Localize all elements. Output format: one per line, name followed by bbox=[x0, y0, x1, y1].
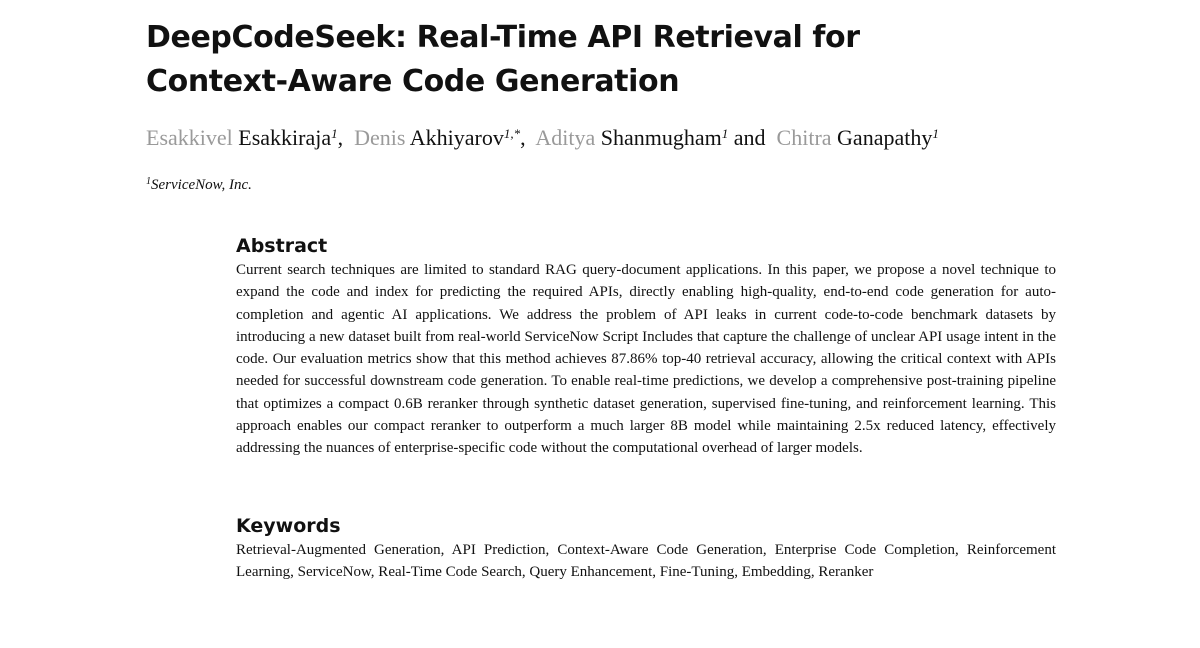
author-family-name: Esakkiraja bbox=[238, 125, 332, 150]
author-affiliation-mark: 1 bbox=[331, 126, 338, 141]
abstract-section bbox=[236, 233, 1056, 460]
author-family-name: Shanmugham bbox=[600, 125, 722, 150]
keywords-text: Retrieval-Augmented Generation, API Prediction, Context-Aware Code Generation, Enterprise Code Completion, Reinforcement Learning, ServiceNow, Real-Time Code Search, Query Enhancement, Fine-Tuning, Embedding, Reranker bbox=[236, 542, 1056, 581]
abstract-heading: Abstract bbox=[236, 235, 328, 257]
author-affiliation-mark: 1 bbox=[932, 126, 939, 141]
keywords-section bbox=[236, 513, 1056, 584]
paper-title-line-1: DeepCodeSeek: Real-Time API Retrieval for bbox=[146, 20, 860, 55]
author-separator: , bbox=[520, 125, 526, 150]
author-given-name: Denis bbox=[354, 125, 406, 150]
affiliation-name: ServiceNow, Inc. bbox=[151, 177, 252, 193]
author-separator: , bbox=[337, 125, 344, 150]
author-family-name: Akhiyarov bbox=[409, 125, 504, 150]
author-list bbox=[146, 124, 1146, 152]
author-and: and bbox=[733, 125, 766, 150]
author-affiliation-mark: 1,* bbox=[503, 126, 521, 141]
affiliation bbox=[146, 174, 252, 196]
paper-title bbox=[146, 16, 1046, 104]
author-4 bbox=[777, 125, 939, 150]
author-affiliation-mark: 1 bbox=[721, 126, 729, 141]
paper-title-line-2: Context-Aware Code Generation bbox=[146, 64, 680, 99]
author-given-name: Aditya bbox=[535, 125, 596, 150]
affiliation-mark: 1 bbox=[146, 176, 151, 187]
author-2 bbox=[354, 125, 520, 150]
author-family-name: Ganapathy bbox=[837, 125, 933, 150]
author-3 bbox=[535, 125, 728, 150]
author-given-name: Esakkivel bbox=[146, 125, 233, 150]
author-1 bbox=[146, 125, 338, 150]
author-given-name: Chitra bbox=[776, 125, 832, 150]
abstract-text: Current search techniques are limited to standard RAG query-document applications. In this paper, we propose a novel technique to expand the code and index for predicting the required APIs, directly enabling high-quality, end-to-end code generation for auto-completion and agentic AI applications. We address the problem of API leaks in current code-to-code benchmark datasets by introducing a new dataset built from real-world ServiceNow Script Includes that capture the challenge of unclear API usage intent in the code. Our evaluation metrics show that this method achieves 87.86% top-40 retrieval accuracy, allowing the critical context with APIs needed for successful downstream code generation. To enable real-time predictions, we develop a comprehensive post-training pipeline that optimizes a compact 0.6B reranker through synthetic dataset generation, supervised fine-tuning, and reinforcement learning. This approach enables our compact reranker to outperform a much larger 8B model while maintaining 2.5x reduced latency, effectively addressing the nuances of enterprise-specific code without the computational overhead of larger models. bbox=[236, 262, 1056, 457]
keywords-heading: Keywords bbox=[236, 515, 341, 537]
